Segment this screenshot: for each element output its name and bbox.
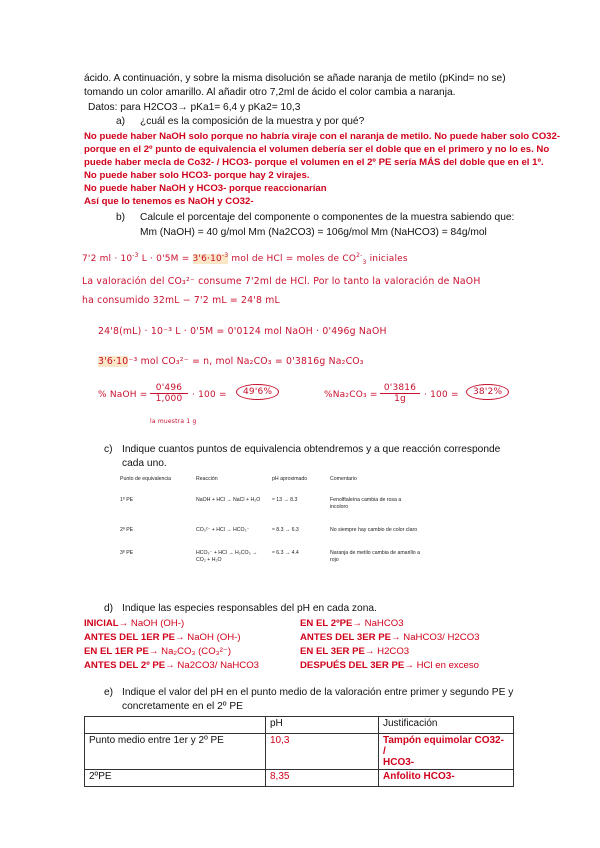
ph-header-ph: pH bbox=[266, 717, 379, 734]
answer-a-line-1: No puede haber NaOH solo porque no habría viraje con el naranja de metilo. No puede haber solo CO32- bbox=[84, 131, 561, 142]
question-d-label: d) bbox=[104, 603, 114, 614]
ph-table bbox=[84, 716, 514, 787]
species-left-1: INICIAL→ NaOH (OH-) bbox=[84, 618, 185, 629]
question-b-text: Calcule el porcentaje del componente o componentes de la muestra sabiendo que: bbox=[140, 212, 515, 223]
question-e-text-2: concretamente en el 2º PE bbox=[122, 701, 243, 712]
eq-header-ph: pH aproximado bbox=[272, 476, 308, 482]
table-row bbox=[85, 734, 514, 770]
eq-cell: CO₃²⁻ + HCl → HCO₃⁻ bbox=[196, 527, 250, 533]
table-row bbox=[85, 770, 514, 787]
table-row bbox=[116, 550, 424, 564]
eq-cell: ≈ 13 → 8.3 bbox=[272, 497, 298, 503]
eq-cell: ≈ 8.3 → 6.3 bbox=[272, 527, 299, 533]
question-c-text-2: cada uno. bbox=[122, 458, 167, 469]
question-c-text-1: Indique cuantos puntos de equivalencia obtendremos y a que reacción corresponde bbox=[122, 444, 501, 455]
eq-cell: 2º PE bbox=[120, 527, 134, 533]
ph-header-empty bbox=[85, 717, 266, 734]
naoh-percent-label: % NaOH = bbox=[98, 390, 148, 400]
ph-row-justification: Tampón equimolar CO32- / HCO3- bbox=[379, 734, 514, 770]
eq-cell: 1º PE bbox=[120, 497, 134, 503]
eq-cell: Fenolftaleína cambia de rosa a incoloro bbox=[330, 497, 402, 510]
species-right-3: EN EL 3ER PE→ H2CO3 bbox=[300, 646, 410, 657]
answer-a-line-4: No puede haber solo HCO3- porque hay 2 virajes. bbox=[84, 170, 310, 181]
data-line: Datos: para H2CO3→ pKa1= 6,4 y pKa2= 10,3 bbox=[88, 102, 301, 113]
na2co3-fraction: 0'3816 1g bbox=[380, 383, 420, 404]
question-a-text: ¿cuál es la composición de la muestra y por qué? bbox=[140, 116, 365, 127]
eq-header-comment: Comentario bbox=[330, 476, 357, 482]
eq-cell: NaOH + HCl → NaCl + H₂O bbox=[196, 497, 261, 503]
ph-row-justification: Anfolito HCO3- bbox=[379, 770, 514, 787]
ph-row-name: Punto medio entre 1er y 2º PE bbox=[85, 734, 266, 770]
equivalence-table bbox=[116, 476, 424, 564]
species-left-2: ANTES DEL 1ER PE→ NaOH (OH-) bbox=[84, 632, 241, 643]
ph-row-name: 2ºPE bbox=[85, 770, 266, 787]
species-left-4: ANTES DEL 2º PE→ Na2CO3/ NaHCO3 bbox=[84, 660, 260, 671]
species-left-3: EN EL 1ER PE→ Na₂CO₃ (CO₃²⁻) bbox=[84, 646, 232, 657]
species-right-4: DESPUÉS DEL 3ER PE→ HCl en exceso bbox=[300, 660, 479, 671]
handwritten-line-1: 7'2 ml · $10^{-3}$ $L \cdot 0'5M = 3'6\cdot 10^{-3}$ mol de HCl = moles de $CO^{2-}_3$ iniciales bbox=[82, 252, 408, 266]
eq-cell: No siempre hay cambio de color claro bbox=[330, 527, 418, 533]
answer-a-line-5: No puede haber NaOH y HCO3- porque reaccionarían bbox=[84, 183, 327, 194]
eq-cell: Naranja de metilo cambia de amarillo a rojo bbox=[330, 550, 420, 563]
intro-line-2: tomando un color amarillo. Al añadir otro 7,2ml de ácido el color cambia a naranja. bbox=[84, 87, 456, 98]
answer-a-line-3: puede haber mecla de Co32- / HCO3- porque el volumen en el 2º PE sería MÁS del doble que en el 1º. bbox=[84, 157, 544, 168]
ph-header-justification: Justificación bbox=[379, 717, 514, 734]
eq-header-reaction: Reacción bbox=[196, 476, 218, 482]
naoh-result: 49'6% bbox=[236, 384, 279, 400]
question-a-label: a) bbox=[116, 116, 126, 127]
table-row bbox=[116, 497, 424, 511]
question-e-label: e) bbox=[104, 687, 114, 698]
question-c-label: c) bbox=[104, 444, 113, 455]
naoh-fraction: 0'496 1,000 bbox=[150, 383, 188, 404]
molar-masses: Mm (NaOH) = 40 g/mol Mm (Na2CO3) = 106g/mol Mm (NaHCO3) = 84g/mol bbox=[140, 227, 487, 238]
intro-line-1: ácido. A continuación, y sobre la misma disolución se añade naranja de metilo (pKind= no se) bbox=[84, 73, 506, 84]
answer-a-line-6: Así que lo tenemos es NaOH y CO32- bbox=[84, 196, 254, 207]
na2co3-times-100: · 100 = bbox=[424, 390, 459, 400]
naoh-times-100: · 100 = bbox=[192, 390, 227, 400]
species-right-1: EN EL 2ºPE→ NaHCO3 bbox=[300, 618, 404, 629]
question-d-text: Indique las especies responsables del pH en cada zona. bbox=[122, 603, 377, 614]
handwritten-line-4: 24'8(mL) · 10⁻³ L · 0'5M = 0'0124 mol NaOH · 0'496g NaOH bbox=[98, 326, 387, 337]
table-row bbox=[116, 527, 424, 534]
question-b-label: b) bbox=[116, 212, 126, 223]
answer-a-line-2: porque en el 2º punto de equivalencia el volumen debería ser el doble que en el primero y no lo es. No bbox=[84, 144, 550, 155]
eq-cell: HCO₃⁻ + HCl → H₂CO₃ → CO₂ + H₂O bbox=[196, 550, 258, 563]
eq-cell: 3º PE bbox=[120, 550, 134, 556]
ph-row-value: 8,35 bbox=[266, 770, 379, 787]
naoh-note: la muestra 1 g bbox=[150, 418, 197, 425]
eq-cell: ≈ 6.3 → 4.4 bbox=[272, 550, 299, 556]
species-right-2: ANTES DEL 3ER PE→ NaHCO3/ H2CO3 bbox=[300, 632, 480, 643]
handwritten-line-5: 3'6·10⁻³ mol CO₃²⁻ = n, mol Na₂CO₃ = 0'3816g Na₂CO₃ bbox=[98, 356, 364, 367]
na2co3-result: 38'2% bbox=[466, 384, 509, 400]
handwritten-line-2: La valoración del CO₃²⁻ consume 7'2ml de HCl. Por lo tanto la valoración de NaOH bbox=[82, 276, 481, 287]
question-e-text-1: Indique el valor del pH en el punto medio de la valoración entre primer y segundo PE y bbox=[122, 687, 514, 698]
ph-row-value: 10,3 bbox=[266, 734, 379, 770]
handwritten-line-3: ha consumido 32mL − 7'2 mL = 24'8 mL bbox=[82, 295, 280, 306]
eq-header-point: Punto de equivalencia bbox=[120, 476, 172, 482]
na2co3-percent-label: %Na₂CO₃ = bbox=[324, 390, 378, 400]
table-row bbox=[85, 717, 514, 734]
